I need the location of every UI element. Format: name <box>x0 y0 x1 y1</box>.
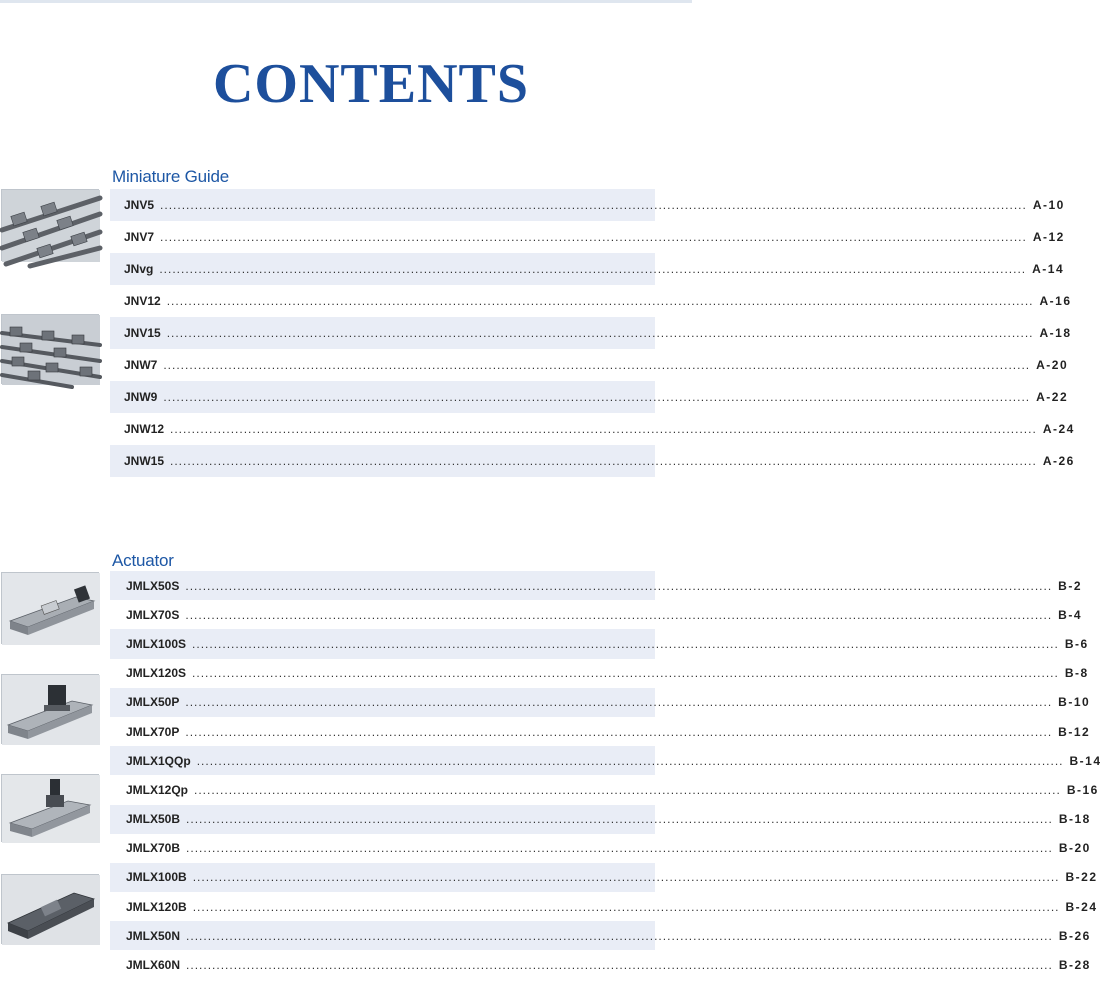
toc-entry[interactable] <box>110 688 1091 717</box>
toc-entry[interactable] <box>110 659 1089 688</box>
toc-entry[interactable] <box>110 950 1091 979</box>
toc-entry[interactable] <box>110 717 1091 746</box>
leader-dots: ........................................................................................................................................................................................................ <box>186 958 1053 973</box>
entry-name: JMLX70S <box>126 607 180 622</box>
entry-page: B-10 <box>1058 695 1091 710</box>
leader-dots: ........................................................................................................................................................................................................ <box>185 578 1053 593</box>
actuator-photo <box>1 874 99 944</box>
entry-name: JNW9 <box>124 390 158 404</box>
top-rule <box>0 0 692 3</box>
toc-list-miniature-guide <box>110 189 1075 477</box>
toc-entry[interactable] <box>110 863 1098 892</box>
entry-name: JMLX50N <box>126 928 181 943</box>
toc-entry[interactable] <box>110 189 1065 221</box>
leader-dots: ........................................................................................................................................................................................................ <box>192 899 1060 914</box>
toc-entry[interactable] <box>110 892 1098 921</box>
entry-name: JMLX120S <box>126 666 187 681</box>
entry-page: A-24 <box>1042 422 1075 436</box>
entry-name: JNV15 <box>124 326 161 340</box>
leader-dots: ........................................................................................................................................................................................................ <box>194 782 1061 797</box>
leader-dots: ........................................................................................................................................................................................................ <box>166 294 1034 308</box>
actuator-photo <box>1 572 99 644</box>
entry-page: B-8 <box>1064 666 1089 681</box>
entry-name: JNW7 <box>124 358 158 372</box>
toc-entry[interactable] <box>110 600 1082 629</box>
toc-list-actuator <box>110 571 1102 980</box>
entry-name: JMLX50B <box>126 812 181 827</box>
leader-dots: ........................................................................................................................................................................................................ <box>196 753 1064 768</box>
entry-name: JMLX100B <box>126 870 187 885</box>
entry-page: B-12 <box>1058 724 1091 739</box>
leader-dots: ........................................................................................................................................................................................................ <box>166 326 1034 340</box>
entry-page: A-12 <box>1032 230 1065 244</box>
leader-dots: ........................................................................................................................................................................................................ <box>160 198 1027 212</box>
toc-entry[interactable] <box>110 381 1069 413</box>
entry-name: JMLX50S <box>126 578 180 593</box>
toc-entry[interactable] <box>110 445 1075 477</box>
entry-name: JNW12 <box>124 422 165 436</box>
toc-entry[interactable] <box>110 805 1091 834</box>
leader-dots: ........................................................................................................................................................................................................ <box>186 812 1053 827</box>
entry-page: A-22 <box>1036 390 1069 404</box>
entry-name: JMLX120B <box>126 899 187 914</box>
section-title-miniature-guide: Miniature Guide <box>112 167 230 186</box>
leader-dots: ........................................................................................................................................................................................................ <box>192 666 1059 681</box>
entry-page: A-10 <box>1032 198 1065 212</box>
toc-entry[interactable] <box>110 746 1102 775</box>
entry-page: B-24 <box>1065 899 1098 914</box>
leader-dots: ........................................................................................................................................................................................................ <box>159 262 1027 276</box>
entry-page: A-16 <box>1039 294 1072 308</box>
actuator-photo <box>1 674 99 744</box>
toc-entry[interactable] <box>110 413 1075 445</box>
entry-page: A-26 <box>1042 454 1075 468</box>
toc-entry[interactable] <box>110 221 1065 253</box>
actuator-photo <box>1 774 99 842</box>
entry-name: JMLX12Qp <box>126 782 189 797</box>
entry-name: JMLX60N <box>126 958 181 973</box>
entry-name: JNW15 <box>124 454 165 468</box>
entry-page: B-26 <box>1058 928 1091 943</box>
leader-dots: ........................................................................................................................................................................................................ <box>163 358 1031 372</box>
section-title-actuator: Actuator <box>112 551 174 570</box>
leader-dots: ........................................................................................................................................................................................................ <box>163 390 1031 404</box>
page-title: CONTENTS <box>212 53 530 115</box>
entry-page: A-20 <box>1036 358 1069 372</box>
entry-page: A-18 <box>1039 326 1072 340</box>
entry-page: B-16 <box>1066 782 1099 797</box>
leader-dots: ........................................................................................................................................................................................................ <box>170 422 1037 436</box>
leader-dots: ........................................................................................................................................................................................................ <box>185 607 1053 622</box>
toc-entry[interactable] <box>110 285 1072 317</box>
leader-dots: ........................................................................................................................................................................................................ <box>185 695 1053 710</box>
leader-dots: ........................................................................................................................................................................................................ <box>185 724 1053 739</box>
entry-page: A-14 <box>1032 262 1065 276</box>
leader-dots: ........................................................................................................................................................................................................ <box>192 870 1060 885</box>
toc-entry[interactable] <box>110 629 1089 658</box>
toc-entry[interactable] <box>110 253 1065 285</box>
toc-entry[interactable] <box>110 317 1072 349</box>
entry-name: JMLX70B <box>126 841 181 856</box>
entry-page: B-22 <box>1065 870 1098 885</box>
entry-page: B-20 <box>1058 841 1091 856</box>
leader-dots: ........................................................................................................................................................................................................ <box>170 454 1037 468</box>
entry-page: B-4 <box>1058 607 1082 622</box>
toc-entry[interactable] <box>110 571 1082 600</box>
entry-name: JNvg <box>124 262 154 276</box>
entry-name: JNV7 <box>124 230 155 244</box>
entry-page: B-14 <box>1069 753 1102 768</box>
leader-dots: ........................................................................................................................................................................................................ <box>186 928 1053 943</box>
entry-name: JMLX100S <box>126 636 187 651</box>
entry-page: B-2 <box>1058 578 1082 593</box>
entry-page: B-28 <box>1058 958 1091 973</box>
toc-entry[interactable] <box>110 921 1091 950</box>
entry-name: JNV5 <box>124 198 155 212</box>
entry-name: JMLX50P <box>126 695 180 710</box>
entry-name: JNV12 <box>124 294 161 308</box>
leader-dots: ........................................................................................................................................................................................................ <box>160 230 1027 244</box>
toc-entry[interactable] <box>110 834 1091 863</box>
guide-rails-photo <box>1 314 99 384</box>
toc-entry[interactable] <box>110 349 1069 381</box>
leader-dots: ........................................................................................................................................................................................................ <box>186 841 1053 856</box>
entry-page: B-6 <box>1064 636 1089 651</box>
guide-rails-photo <box>1 189 99 261</box>
leader-dots: ........................................................................................................................................................................................................ <box>192 636 1059 651</box>
entry-name: JMLX70P <box>126 724 180 739</box>
toc-entry[interactable] <box>110 775 1099 804</box>
entry-page: B-18 <box>1058 812 1091 827</box>
entry-name: JMLX1QQp <box>126 753 191 768</box>
